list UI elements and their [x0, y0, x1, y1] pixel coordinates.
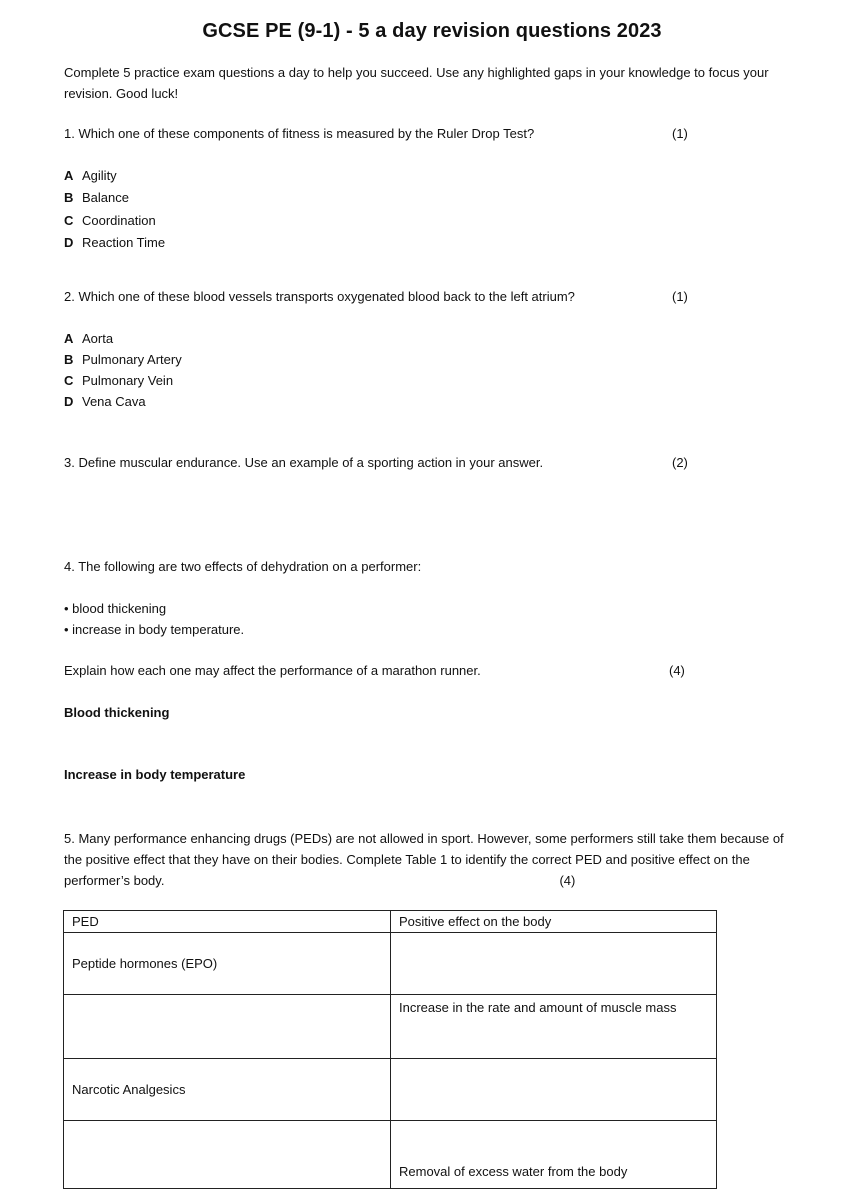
question-4-instruction: Explain how each one may affect the performance of a marathon runner. [64, 663, 481, 678]
option-text: Vena Cava [82, 394, 146, 409]
question-4-text: 4. The following are two effects of dehydration on a performer: [64, 559, 422, 574]
option-letter: B [64, 190, 74, 205]
option-text: Balance [82, 190, 129, 205]
option-text: Pulmonary Artery [82, 352, 182, 367]
option-letter: B [64, 352, 74, 367]
question-1-option-d [64, 235, 165, 250]
table-row [64, 1121, 717, 1189]
question-1-text: 1. Which one of these components of fitness is measured by the Ruler Drop Test? [64, 126, 535, 141]
table-header-effect: Positive effect on the body [391, 911, 717, 933]
ped-table [63, 910, 717, 1189]
option-text: Pulmonary Vein [82, 373, 174, 388]
question-1-option-c [64, 213, 156, 228]
table-cell-effect[interactable]: Removal of excess water from the body [391, 1121, 717, 1189]
table-cell-ped[interactable] [64, 1121, 391, 1189]
question-4-heading-temperature: Increase in body temperature [64, 767, 246, 782]
question-5-body: 5. Many performance enhancing drugs (PEDs) are not allowed in sport. However, some performers still take them because of the positive effect that they have on their bodies. Complete Table 1 to identify the correct PED and positive effect on the performer’s body. [64, 831, 784, 888]
question-1-option-b [64, 190, 129, 205]
option-text: Agility [82, 168, 117, 183]
page-title: GCSE PE (9-1) - 5 a day revision questions 2023 [202, 20, 662, 42]
question-1-option-a [64, 168, 117, 183]
intro-text: Complete 5 practice exam questions a day to help you succeed. Use any highlighted gaps in your knowledge to focus your revision. Good luck! [64, 65, 769, 101]
question-2-option-b [64, 352, 182, 367]
question-5-text [64, 828, 794, 891]
table-header-ped: PED [64, 911, 391, 933]
question-2-option-a [64, 331, 113, 346]
question-4-bullet: • blood thickening [64, 601, 167, 616]
question-2-marks: (1) [672, 289, 688, 304]
table-cell-ped[interactable]: Narcotic Analgesics [64, 1059, 391, 1121]
option-text: Coordination [82, 213, 156, 228]
option-text: Reaction Time [82, 235, 166, 250]
option-letter: A [64, 331, 74, 346]
table-cell-effect[interactable] [391, 1059, 717, 1121]
question-2-text: 2. Which one of these blood vessels transports oxygenated blood back to the left atrium? [64, 289, 575, 304]
table-cell-effect[interactable]: Increase in the rate and amount of muscle mass [391, 995, 717, 1059]
question-4-bullet: • increase in body temperature. [64, 622, 245, 637]
question-2-option-d [64, 394, 146, 409]
table-header-row [64, 911, 717, 933]
table-row [64, 933, 717, 995]
option-text: Aorta [82, 331, 114, 346]
question-5-marks: (4) [559, 873, 576, 888]
option-letter: A [64, 168, 74, 183]
option-letter: C [64, 213, 74, 228]
table-cell-effect[interactable] [391, 933, 717, 995]
table-row [64, 995, 717, 1059]
table-cell-ped[interactable]: Peptide hormones (EPO) [64, 933, 391, 995]
option-letter: C [64, 373, 74, 388]
question-3-marks: (2) [672, 455, 688, 470]
table-row [64, 1059, 717, 1121]
option-letter: D [64, 394, 74, 409]
option-letter: D [64, 235, 74, 250]
question-2-option-c [64, 373, 173, 388]
question-4-marks: (4) [669, 663, 685, 678]
question-1-marks: (1) [672, 126, 688, 141]
question-3-text: 3. Define muscular endurance. Use an example of a sporting action in your answer. [64, 455, 544, 470]
question-4-heading-blood: Blood thickening [64, 705, 170, 720]
table-cell-ped[interactable] [64, 995, 391, 1059]
